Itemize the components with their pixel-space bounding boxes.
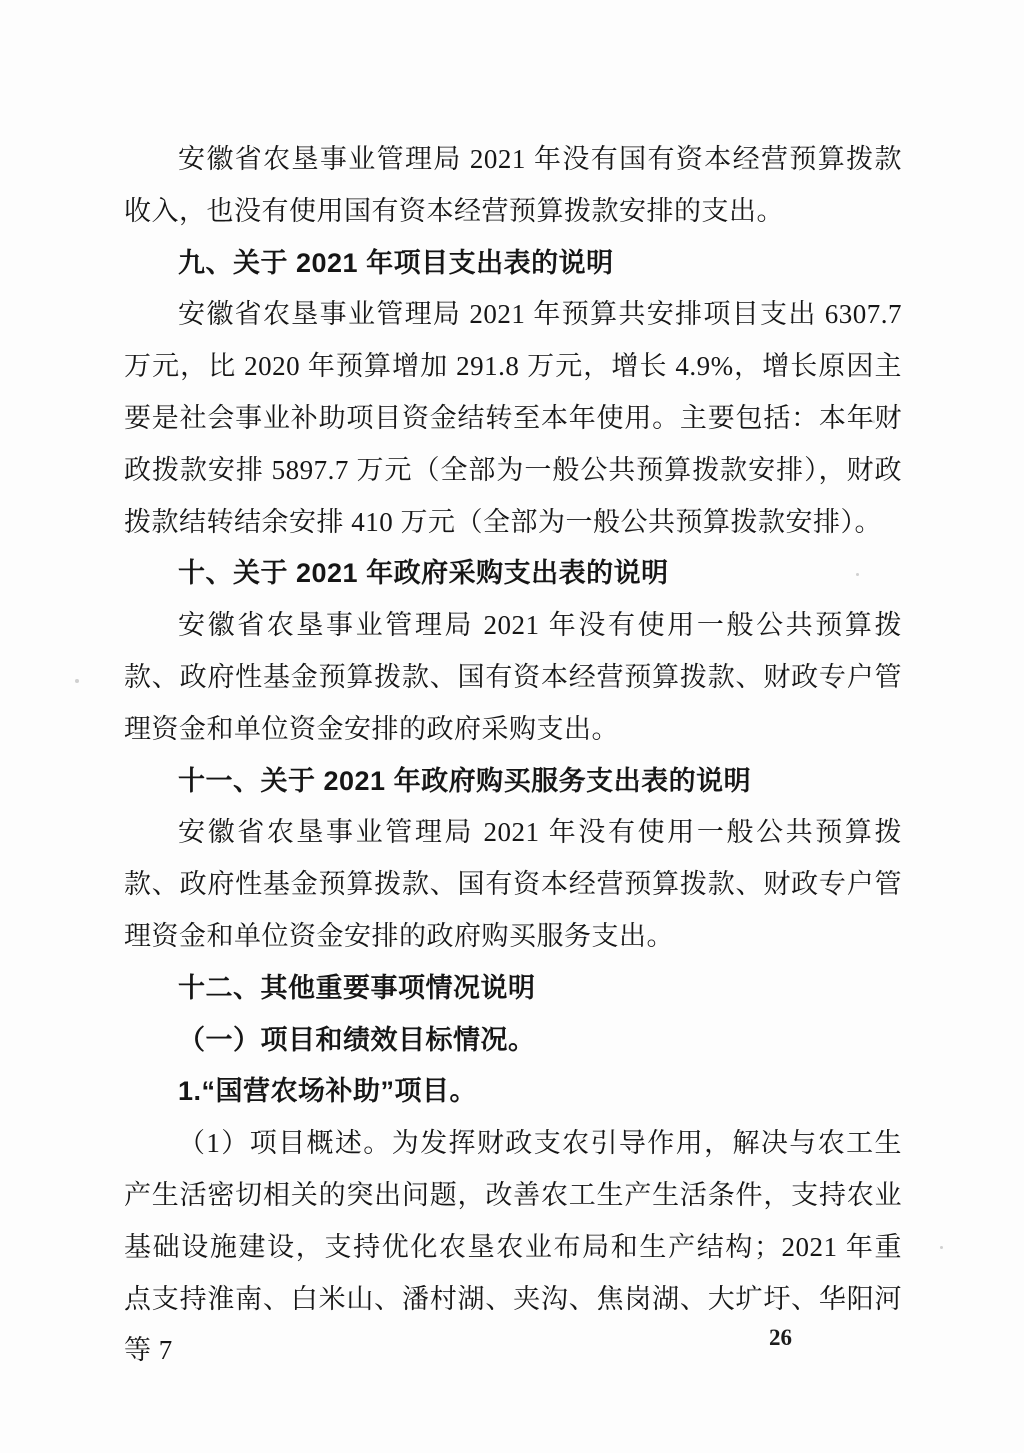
paragraph-no-capital-budget-funds: 安徽省农垦事业管理局 2021 年没有国有资本经营预算拨款收入，也没有使用国有资本经营预算拨款安排的支出。: [124, 144, 902, 226]
heading-section-9-project-expenditure: 九、关于 2021 年项目支出表的说明: [178, 247, 614, 278]
heading-section-10-gov-procurement: 十、关于 2021 年政府采购支出表的说明: [178, 558, 669, 589]
heading-section-12-other-matters: 十二、其他重要事项情况说明: [178, 972, 536, 1003]
heading-section-11-purchased-services: 十一、关于 2021 年政府购买服务支出表的说明: [178, 765, 752, 796]
heading-item-1-state-farm-subsidy: 1.“国营农场补助”项目。: [178, 1076, 478, 1107]
scan-speck: [856, 573, 859, 576]
document-content: [124, 134, 902, 1377]
scan-speck: [940, 1246, 943, 1249]
paragraph-gov-procurement-detail: 安徽省农垦事业管理局 2021 年没有使用一般公共预算拨款、政府性基金预算拨款、国有资本经营预算拨款、财政专户管理资金和单位资金安排的政府采购支出。: [124, 610, 902, 744]
page-number: 26: [769, 1325, 792, 1350]
paragraph-purchased-services-detail: 安徽省农垦事业管理局 2021 年没有使用一般公共预算拨款、政府性基金预算拨款、国有资本经营预算拨款、财政专户管理资金和单位资金安排的政府购买服务支出。: [124, 817, 902, 951]
paragraph-project-expenditure-detail: 安徽省农垦事业管理局 2021 年预算共安排项目支出 6307.7 万元，比 2020 年预算增加 291.8 万元，增长 4.9%，增长原因主要是社会事业补助项目资金结转至本年使用。主要包括：本年财政拨款安排 5897.7 万元（全部为一般公共预算拨款安排），财政拨款结转结余安排 410 万元（全部为一般公共预算拨款安排）。: [124, 299, 902, 537]
paragraph-project-overview: （1）项目概述。为发挥财政支农引导作用，解决与农工生产生活密切相关的突出问题，改善农工生产生活条件，支持农业基础设施建设，支持优化农垦农业布局和生产结构；2021 年重点支持淮南、白米山、潘村湖、夹沟、焦岗湖、大圹圩、华阳河等 7: [124, 1128, 902, 1366]
scan-speck: [75, 679, 79, 683]
scan-speck: [872, 420, 875, 423]
heading-subsection-1-performance-goals: （一）项目和绩效目标情况。: [178, 1024, 536, 1055]
